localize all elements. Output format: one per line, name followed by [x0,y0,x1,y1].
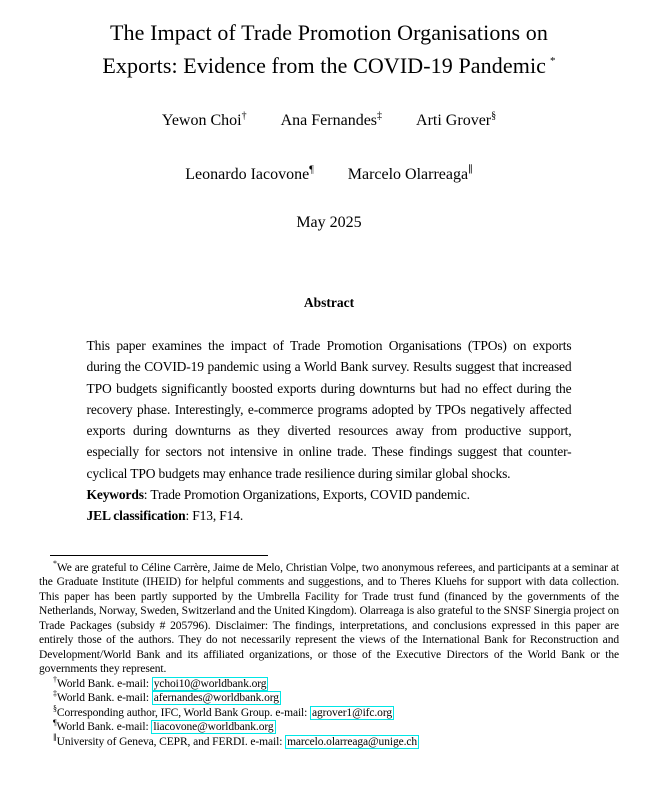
author-name: Ana Fernandes [280,112,378,129]
affiliation-row [39,703,619,721]
affiliation-text: World Bank. e-mail: [56,692,152,705]
email-link[interactable]: ychoi10@worldbank.org [153,677,267,690]
author-ana-fernandes [281,110,382,131]
email-link[interactable]: afernandes@worldbank.org [153,692,279,705]
author-footnote-marker: ∥ [468,164,473,176]
affiliation-marker: † [53,674,57,684]
author-arti-grover [416,110,496,131]
keywords-label: Keywords [86,487,144,503]
jel-line [87,505,572,526]
title-line-2: Exports: Evidence from the COVID-19 Pandemic [102,53,547,78]
affiliation-row [39,720,619,735]
email-link[interactable]: liacovone@worldbank.org [153,721,274,734]
jel-label: JEL classification [86,508,186,524]
author-name: Leonardo Iacovone [185,166,310,183]
author-leonardo-iacovone [185,164,313,185]
abstract-text: This paper examines the impact of Trade Promotion Organisations (TPOs) on exports during the COVID-19 pandemic using a World Bank survey. Results suggest that increased TPO budgets significantly boosted exports during downturns but had no effect during the recovery phase. Interestingly, e-commerce programs adopted by TPOs negatively affected exports during downturns as they diverted resources away from productive support, especially for sectors not intensive in online trade. These findings suggest that counter-cyclical TPO budgets may enhance trade resilience during similar global shocks. [86,338,572,481]
author-marcelo-olarreaga [348,164,473,185]
authors-row-2 [0,164,658,185]
affiliation-marker: ‡ [53,689,57,699]
abstract-block [87,335,572,527]
affiliation-text: World Bank. e-mail: [56,677,152,690]
affiliation-marker: ¶ [53,718,57,728]
author-name: Marcelo Olarreaga [347,166,469,183]
affiliation-text: University of Geneva, CEPR, and FERDI. e-mail: [56,735,286,748]
title-thanks-marker: * [550,55,556,67]
author-footnote-marker: § [491,110,497,122]
author-yewon-choi [162,110,247,131]
thanks-footnote-marker: * [53,558,57,568]
affiliation-row [39,732,619,750]
affiliation-row [39,674,619,692]
footnote-rule [50,555,268,556]
email-link[interactable]: agrover1@ifc.org [312,706,392,719]
thanks-footnote [39,558,619,677]
email-link[interactable]: marcelo.olarreaga@unige.ch [287,735,418,748]
paper-title [0,19,658,80]
abstract-heading: Abstract [303,295,355,310]
title-line-1: The Impact of Trade Promotion Organisations on [109,20,549,45]
thanks-footnote-text: We are grateful to Céline Carrère, Jaime de Melo, Christian Volpe, two anonymous referees, and participants at a seminar at the Graduate Institute (IHEID) for helpful comments and suggestions, and to Theres Kluehs for support with data collection. This paper has been partly supported by the Umbrella Facility for Trade trust fund (financed by the governments of the Netherlands, Norway, Sweden, Switzerland and the United Kingdom). Olarreaga is also grateful to the SNSF Sinergia project on Trade Packages (subsidy # 205796). Disclaimer: The findings, interpretations, and conclusions expressed in this paper are entirely those of the authors. They do not necessarily represent the views of the International Bank for Reconstruction and Development/World Bank and its affiliated organizations, or those of the Executive Directors of the World Bank or the governments they represent. [39,561,619,676]
affiliation-text: Corresponding author, IFC, World Bank Group. e-mail: [56,706,311,719]
author-footnote-marker: † [241,110,247,122]
authors-row-1 [0,110,658,131]
author-name: Yewon Choi [161,112,242,129]
author-name: Arti Grover [416,112,492,129]
jel-text: : F13, F14. [185,508,244,524]
affiliation-marker: ∥ [53,732,57,742]
keywords-line [87,484,572,505]
footnotes-section [39,558,619,750]
author-footnote-marker: ¶ [309,164,314,176]
keywords-text: : Trade Promotion Organizations, Exports, COVID pandemic. [143,487,470,503]
author-footnote-marker: ‡ [377,110,383,122]
affiliation-text: World Bank. e-mail: [56,721,152,734]
affiliation-marker: § [53,703,57,713]
affiliation-row [39,691,619,706]
paper-date: May 2025 [296,214,362,231]
